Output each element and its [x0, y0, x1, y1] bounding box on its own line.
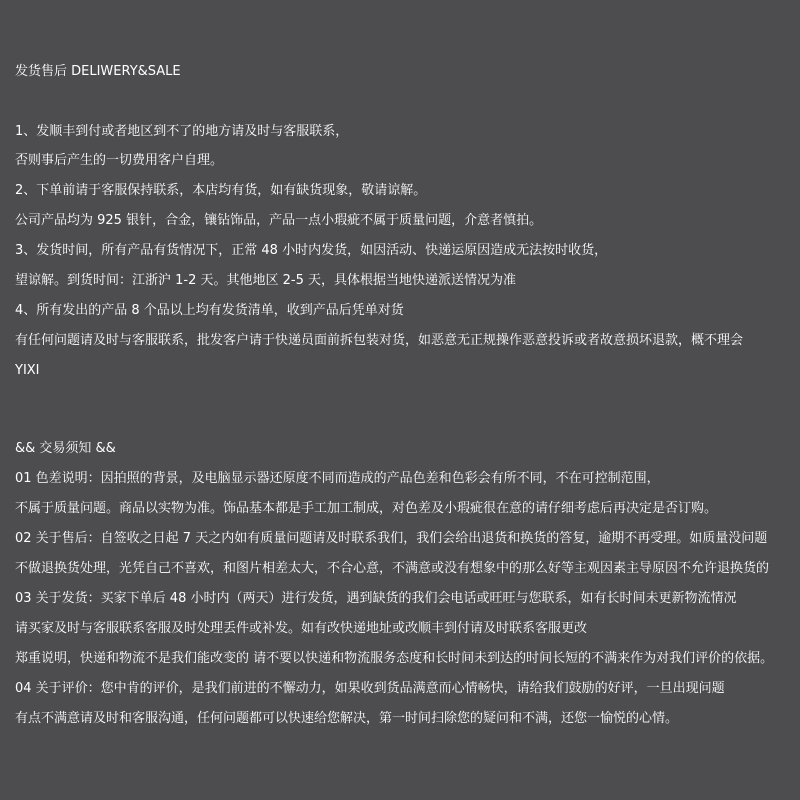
trade-line-4: 不做退换货处理，光凭自己不喜欢，和图片相差太大，不合心意，不满意或没有想象中的那么好等主观因素主导原因不允许退换货的 — [15, 561, 770, 576]
delivery-line-1: 1、发顺丰到付或者地区到不了的地方请及时与客服联系， — [15, 124, 349, 139]
trade-line-2: 不属于质量问题。商品以实物为准。饰品基本都是手工加工制成，对色差及小瑕疵很在意的请仔细考虑后再决定是否订购。 — [15, 501, 718, 516]
trade-line-8: 04 关于评价：您中肯的评价，是我们前进的不懈动力，如果收到货品满意而心情畅快，请给我们鼓励的好评，一旦出现问题 — [15, 681, 725, 696]
trade-line-1: 01 色差说明：因拍照的背景，及电脑显示器还原度不同而造成的产品色差和色彩会有所不同，不在可控制范围， — [15, 471, 660, 486]
trade-line-5: 03 关于发货：买家下单后 48 小时内（两天）进行发货，遇到缺货的我们会电话或旺旺与您联系，如有长时间未更新物流情况 — [15, 591, 737, 606]
delivery-line-7: 4、所有发出的产品 8 个品以上均有发货清单，收到产品后凭单对货 — [15, 303, 404, 318]
delivery-sale-title: 发货售后 DELIWERY&SALE — [15, 64, 181, 79]
delivery-line-9: YIXI — [15, 363, 40, 378]
trade-line-3: 02 关于售后：自签收之日起 7 天之内如有质量问题请及时联系我们，我们会给出退货和换货的答复，逾期不再受理。如质量没问题 — [15, 531, 768, 546]
delivery-line-8: 有任何问题请及时与客服联系，批发客户请于快递员面前拆包装对货，如恶意无正规操作恶意投诉或者故意损坏退款，概不理会 — [15, 333, 744, 348]
delivery-line-3: 2、下单前请于客服保持联系，本店均有货，如有缺货现象，敬请谅解。 — [15, 183, 427, 198]
delivery-line-5: 3、发货时间，所有产品有货情况下，正常 48 小时内发货，如因活动、快递运原因造成无法按时收货， — [15, 243, 608, 258]
delivery-line-2: 否则事后产生的一切费用客户自理。 — [15, 153, 224, 168]
trade-line-7: 郑重说明，快递和物流不是我们能改变的 请不要以快递和物流服务态度和长时间未到达的时间长短的不满来作为对我们评价的依据。 — [15, 651, 774, 666]
delivery-line-6: 望谅解。到货时间：江浙沪 1-2 天。其他地区 2-5 天，具体根据当地快递派送情况为准 — [15, 273, 516, 288]
delivery-line-4: 公司产品均为 925 银针，合金，镶钻饰品，产品一点小瑕疵不属于质量问题，介意者慎拍。 — [15, 213, 543, 228]
trade-notice-title: && 交易须知 && — [15, 441, 116, 456]
trade-line-6: 请买家及时与客服联系客服及时处理丢件或补发。如有改快递地址或改顺丰到付请及时联系客服更改 — [15, 621, 588, 636]
trade-line-9: 有点不满意请及时和客服沟通，任何问题都可以快速给您解决，第一时间扫除您的疑问和不满，还您一愉悦的心情。 — [15, 711, 679, 726]
